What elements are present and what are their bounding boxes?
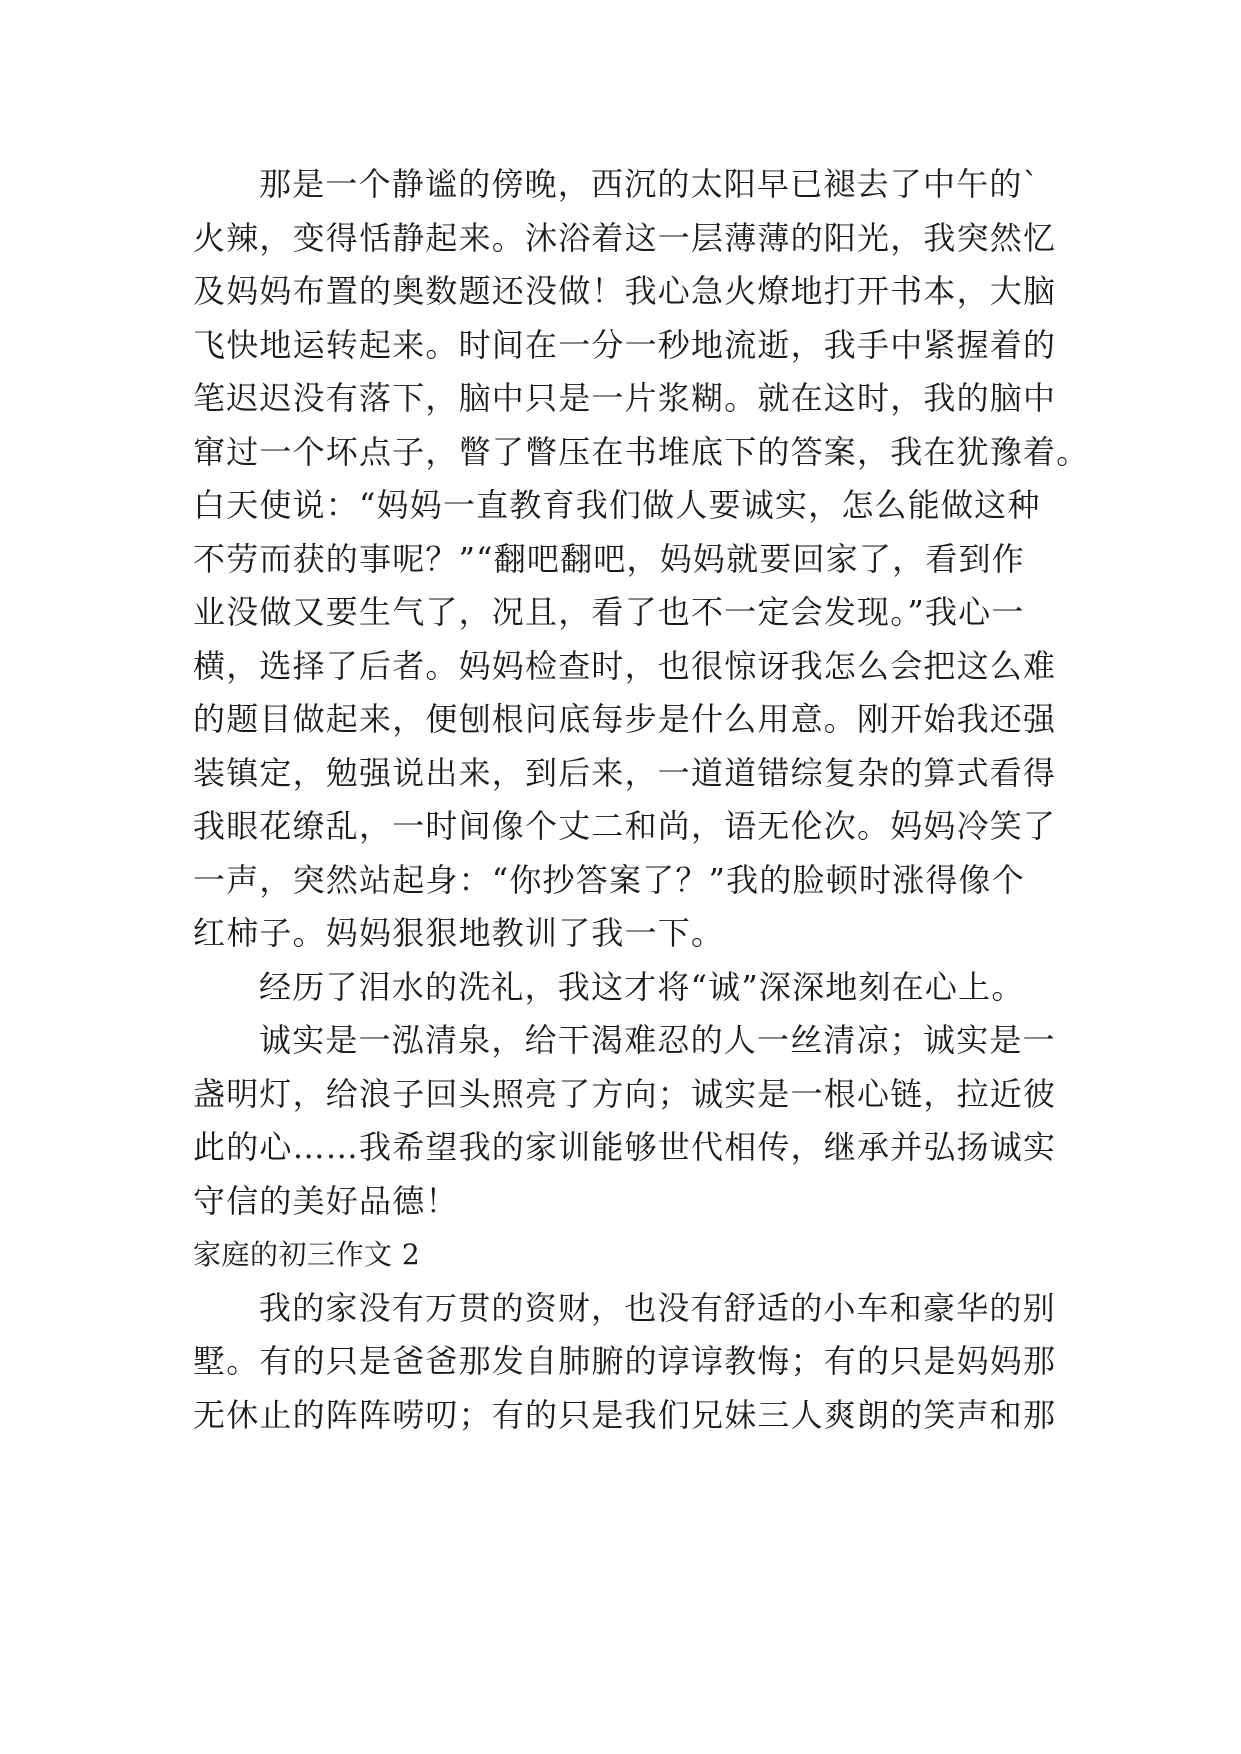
text-line: 此的心……我希望我的家训能够世代相传，继承并弘扬诚实 [193,1128,1057,1166]
section-heading: 家庭的初三作文 2 [193,1238,421,1271]
text-line: 火辣，变得恬静起来。沐浴着这一层薄薄的阳光，我突然忆 [193,218,1057,257]
text-line: 墅。有的只是爸爸那发自肺腑的谆谆教悔；有的只是妈妈那 [193,1342,1057,1380]
text-line: 横，选择了后者。妈妈检查时，也很惊讶我怎么会把这么难 [193,646,1057,685]
text-line: 经历了泪水的洗礼，我这才将“诚”深深地刻在心上。 [259,967,1025,1006]
text-line: 我眼花缭乱，一时间像个丈二和尚，语无伦次。妈妈冷笑了 [193,807,1057,845]
text-line: 飞快地运转起来。时间在一分一秒地流逝，我手中紧握着的 [193,325,1057,364]
paragraph-3 [193,1014,1057,1228]
text-line: 一声，突然站起身：“你抄答案了？”我的脸顿时涨得像个 [193,860,1025,899]
paragraph-2 [193,961,1053,1015]
text-line: 的题目做起来，便刨根问底每步是什么用意。刚开始我还强 [193,700,1057,738]
text-line: 守信的美好品德！ [193,1181,459,1220]
text-line: 盏明灯，给浪子回头照亮了方向；诚实是一根心链，拉近彼 [193,1074,1057,1113]
text-line: 诚实是一泓清泉，给干渴难忍的人一丝清凉；诚实是一 [259,1021,1056,1059]
text-line: 装镇定，勉强说出来，到后来，一道道错综复杂的算式看得 [193,753,1057,792]
text-line: 我的家没有万贯的资财，也没有舒适的小车和豪华的别 [259,1288,1056,1327]
text-line: 笔迟迟没有落下，脑中只是一片浆糊。就在这时，我的脑中 [193,379,1057,417]
paragraph-4 [193,1282,1057,1443]
paragraph-1 [193,158,1090,961]
text-line: 窜过一个坏点子，瞥了瞥压在书堆底下的答案，我在犹豫着。 [193,432,1090,471]
text-line: 无休止的阵阵唠叨；有的只是我们兄妹三人爽朗的笑声和那 [193,1395,1057,1434]
text-line: 不劳而获的事呢？”“翻吧翻吧，妈妈就要回家了，看到作 [193,539,1025,578]
document-body [193,158,1090,1442]
text-line: 业没做又要生气了，况且，看了也不一定会发现。”我心一 [193,593,1025,631]
text-line: 那是一个静谧的傍晚，西沉的太阳早已褪去了中午的` [259,165,1040,203]
text-line: 及妈妈布置的奥数题还没做！我心急火燎地打开书本，大脑 [193,272,1057,310]
text-line: 红柿子。妈妈狠狠地教训了我一下。 [193,914,725,952]
text-line: 白天使说：“妈妈一直教育我们做人要诚实，怎么能做这种 [193,486,1041,524]
